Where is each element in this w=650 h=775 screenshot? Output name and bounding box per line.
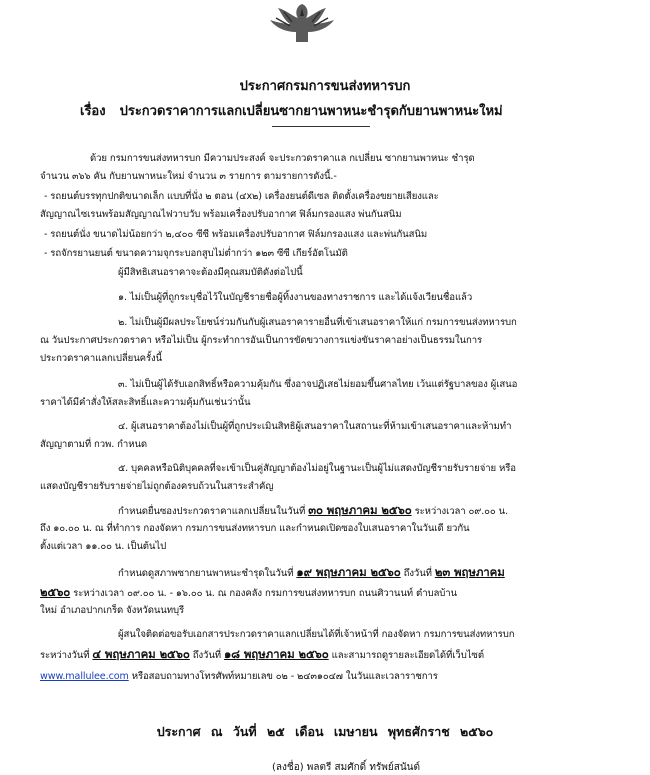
announcement-date: ประกาศ ณ วันที่ ๒๕ เดือน เมษายน พุทธศักราช ๒๕๖๐ xyxy=(156,724,494,739)
document-title: ประกาศกรมการขนส่งทหารบก xyxy=(239,79,411,94)
qualification-4b: สัญญาตามที่ กวพ. กำหนด xyxy=(40,439,148,450)
inspection-to: ถึงวันที่ xyxy=(403,568,432,579)
documents-period-intro: ระหว่างวันที่ xyxy=(40,650,90,661)
submission-line-3: ตั้งแต่เวลา ๑๑.๐๐ น. เป็นต้นไป xyxy=(40,541,167,552)
signer-line: (ลงชื่อ) พลตรี สมศักดิ์ ทรัพย์สนันต์ xyxy=(272,762,421,773)
document-subject xyxy=(80,100,503,121)
inspection-hours-place: ระหว่างเวลา ๐๙.๐๐ น. - ๑๖.๐๐ น. ณ กองคลัง กรมการขนส่งทหารบก ถนนศิวานนท์ ตำบลบ้าน xyxy=(73,588,457,599)
qualification-2a: ๒. ไม่เป็นผู้มีผลประโยชน์ร่วมกันกับผู้เสนอราคารายอื่นที่เข้าเสนอราคาให้แก่ กรมการขนส่งทหารบก xyxy=(118,317,517,328)
submission-line-1 xyxy=(118,504,508,518)
submission-intro: กำหนดยื่นซองประกวดราคาแลกเปลี่ยนในวันที่ xyxy=(118,506,306,517)
inspection-intro: กำหนดดูสภาพซากยานพาหนะชำรุดในวันที่ xyxy=(118,568,294,579)
intro-line-2: จำนวน ๓๖๖ คัน กับยานพาหนะใหม่ จำนวน ๓ รายการ ตามรายการดังนี้.- xyxy=(40,171,337,182)
inspection-line-1 xyxy=(118,566,505,580)
subject-label: เรื่อง xyxy=(80,104,106,119)
contact-phone-text: หรือสอบถามทางโทรศัพท์หมายเลข ๐๒ - ๒๔๓๑๐๔๗ ในวันและเวลาราชการ xyxy=(131,671,438,682)
inspection-start-date: ๑๙ พฤษภาคม ๒๕๖๐ xyxy=(296,565,401,579)
qualification-4a: ๔. ผู้เสนอราคาต้องไม่เป็นผู้ที่ถูกประเมินสิทธิผู้เสนอราคาในสถานะที่ห้ามเข้าเสนอราคาและห้ามทำ xyxy=(118,421,512,432)
subject-text: ประกวดราคาการแลกเปลี่ยนซากยานพาหนะชำรุดกับยานพาหนะใหม่ xyxy=(119,104,503,119)
qualification-heading: ผู้มีสิทธิเสนอราคาจะต้องมีคุณสมบัติดังต่อไปนี้ xyxy=(118,267,303,278)
website-link[interactable]: www.mallulee.com xyxy=(40,671,129,682)
submission-date: ๓๐ พฤษภาคม ๒๕๖๐ xyxy=(308,503,412,517)
documents-to: ถึงวันที่ xyxy=(192,650,221,661)
documents-website-note: และสามารถดูรายละเอียดได้ที่เว็บไซต์ xyxy=(331,650,484,661)
vehicle-item-1b: สัญญาณไซเรนพร้อมสัญญาณไฟวาบวับ พร้อมเครื่องปรับอากาศ ฟิล์มกรองแสง พ่นกันสนิม xyxy=(40,209,402,220)
inspection-end-date: ๒๓ พฤษภาคม xyxy=(434,565,505,579)
vehicle-item-2: - รถยนต์นั่ง ขนาดไม่น้อยกว่า ๒,๔๐๐ ซีซี พร้อมเครื่องปรับอากาศ ฟิล์มกรองแสง และพ่นกันสนิม xyxy=(44,229,428,240)
intro-line-1: ด้วย กรมการขนส่งทหารบก มีความประสงค์ จะประกวดราคาแล กเปลี่ยน ซากยานพาหนะ ชำรุด xyxy=(90,153,475,164)
qualification-1: ๑. ไม่เป็นผู้ที่ถูกระบุชื่อไว้ในบัญชีรายชื่อผู้ทิ้งงานของทางราชการ และได้แจ้งเวียนชื่อแล้ว xyxy=(118,292,473,303)
garuda-emblem-icon xyxy=(262,0,342,44)
title-divider xyxy=(272,126,370,127)
qualification-2c: ประกวดราคาแลกเปลี่ยนครั้งนี้ xyxy=(40,353,163,364)
documents-start-date: ๔ พฤษภาคม ๒๕๖๐ xyxy=(92,647,190,661)
documents-line-1: ผู้สนใจติดต่อขอรับเอกสารประกวดราคาแลกเปลี่ยนได้ที่เจ้าหน้าที่ กองจัดหา กรมการขนส่งทหารบก xyxy=(118,629,515,640)
qualification-3a: ๓. ไม่เป็นผู้ได้รับเอกสิทธิ์หรือความคุ้มกัน ซึ่งอาจปฏิเสธไม่ยอมขึ้นศาลไทย เว้นแต่รัฐบาลของ ผู้เสนอ xyxy=(118,379,518,390)
documents-line-2 xyxy=(40,648,484,662)
qualification-5b: แสดงบัญชีรายรับรายจ่ายไม่ถูกต้องครบถ้วนในสาระสำคัญ xyxy=(40,481,274,492)
qualification-5a: ๕. บุคคลหรือนิติบุคคลที่จะเข้าเป็นคู่สัญญาต้องไม่อยู่ในฐานะเป็นผู้ไม่แสดงบัญชีรายรับรายจ่าย หรือ xyxy=(118,463,516,474)
qualification-3b: ราคาได้มีคำสั่งให้สละสิทธิ์และความคุ้มกันเช่นว่านั้น xyxy=(40,397,251,408)
submission-line-2: ถึง ๑๐.๐๐ น. ณ ที่ทำการ กองจัดหา กรมการขนส่งทหารบก และกำหนดเปิดซองใบเสนอราคาในวันเดี ยวกัน xyxy=(40,523,470,534)
documents-line-3 xyxy=(40,670,438,683)
documents-end-date: ๑๘ พฤษภาคม ๒๕๖๐ xyxy=(223,647,329,661)
inspection-end-year: ๒๕๖๐ xyxy=(40,585,71,599)
vehicle-item-1a: - รถยนต์บรรทุกปกติขนาดเล็ก แบบที่นั่ง ๒ ตอน (๔x๒) เครื่องยนต์ดีเซล ติดตั้งเครื่องขยายเสียงและ xyxy=(44,191,439,202)
inspection-line-3: ใหม่ อำเภอปากเกร็ด จังหวัดนนทบุรี xyxy=(40,605,185,616)
submission-time: ระหว่างเวลา ๐๙.๐๐ น. xyxy=(414,506,509,517)
vehicle-item-3: - รถจักรยานยนต์ ขนาดความจุกระบอกสูบไม่ต่ำกว่า ๑๒๓ ซีซี เกียร์อัตโนมัติ xyxy=(44,248,348,259)
inspection-line-2 xyxy=(40,586,457,600)
qualification-2b: ณ วันประกาศประกวดราคา หรือไม่เป็น ผู้กระทำการอันเป็นการขัดขวางการแข่งขันราคาอย่างเป็นธรรมในการ xyxy=(40,335,483,346)
